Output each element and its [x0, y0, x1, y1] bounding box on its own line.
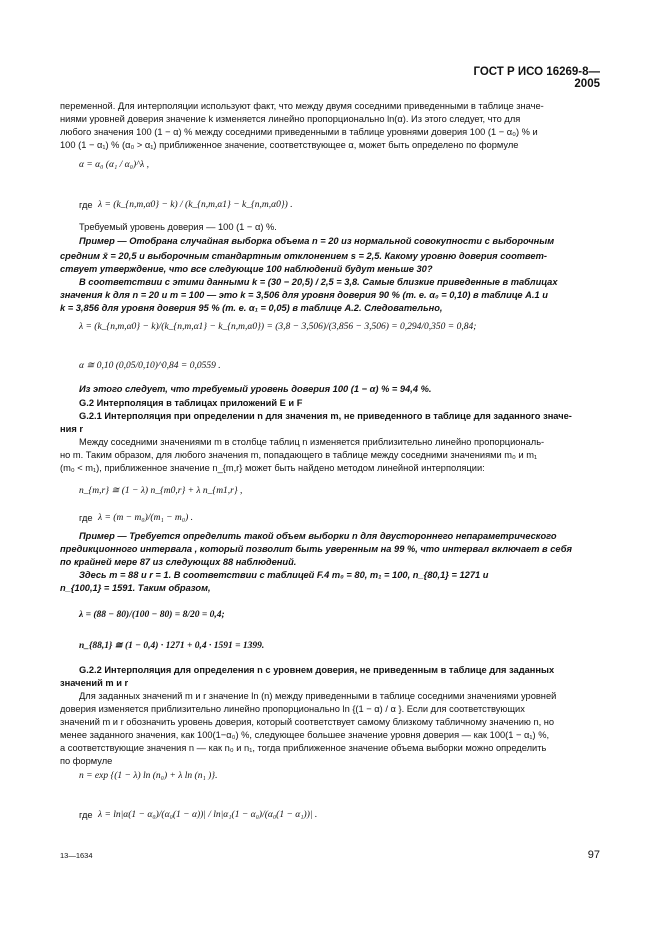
text-line: 100 (1 − α₁) % (α₀ > α₁) приближенное значение, соответствующее α, может быть определено по формуле	[60, 140, 519, 150]
print-code: 13—1634	[60, 851, 93, 860]
text-line: любого значения 100 (1 − α) % между соседними приведенными в таблице уровнями доверия 100 (1 − α₀) % и	[60, 127, 538, 137]
standard-header: ГОСТ Р ИСО 16269-8—2005	[473, 66, 600, 90]
text-line: (m₀ < m₁), приближенное значение n_{m,r} может быть найдено методом линейной интерполяции:	[60, 463, 485, 473]
text-line: Требуемый уровень доверия — 100 (1 − α) %.	[79, 222, 277, 232]
text-line: по формуле	[60, 756, 113, 766]
text-line: а соответствующие значения n — как n₀ и n₁, тогда приближенное значение объема выборки можно определить	[60, 743, 547, 753]
formula-lambda-calc: λ = (k_{n,m,α0} − k)/(k_{n,m,α1} − k_{n,m,α0}) = (3,8 − 3,506)/(3,856 − 3,506) = 0,294/0,350 = 0,84;	[79, 322, 477, 332]
example-line: Из этого следует, что требуемый уровень доверия 100 (1 − α) % = 94,4 %.	[79, 384, 432, 394]
example-line: k = 3,856 для уровня доверия 95 % (т. е. α₁ = 0,05) в таблице A.2. Следовательно,	[60, 303, 443, 313]
subsection-heading: ния r	[60, 424, 83, 434]
text-line: переменной. Для интерполяции используют факт, что между двумя соседними приведенными в таблице значе-	[60, 101, 544, 111]
text-line: но m. Таким образом, для любого значения m, попадающего в таблице между соседними значениями m₀ и m₁	[60, 450, 538, 460]
where-label: где	[79, 200, 93, 210]
formula-alpha-calc: α ≅ 0,10 (0,05/0,10)^0,84 = 0,0559 .	[79, 361, 221, 371]
page-number: 97	[587, 849, 600, 861]
example-line: Здесь m = 88 и r = 1. В соответствии с таблицей F.4 m₀ = 80, m₁ = 100, n_{80,1} = 1271 и	[79, 570, 489, 580]
where-label: где	[79, 513, 93, 523]
formula-n-example: n_{88,1} ≅ (1 − 0,4) · 1271 + 0,4 · 1591 = 1399.	[79, 641, 265, 651]
formula-lambda-k: λ = (k_{n,m,α0} − k) / (k_{n,m,α1} − k_{n,m,α0}) .	[98, 200, 293, 210]
example-line: значения k для n = 20 и m = 100 — это k = 3,506 для уровня доверия 90 % (т. е. α₀ = 0,10) в таблице A.1 и	[60, 290, 548, 300]
formula-lambda-example: λ = (88 − 80)/(100 − 80) = 8/20 = 0,4;	[79, 610, 225, 620]
section-heading: G.2 Интерполяция в таблицах приложений E и F	[79, 398, 303, 408]
subsection-heading: G.2.1 Интерполяция при определении n для значения m, не приведенного в таблице для заданного значе-	[79, 411, 572, 421]
where-label: где	[79, 810, 93, 820]
example-line: Пример — Требуется определить такой объем выборки n для двустороннего непараметрического	[79, 531, 557, 541]
formula-n-exp: n = exp {(1 − λ) ln (n₀) + λ ln (n₁ )}.	[79, 771, 218, 781]
text-line: доверия изменяется приблизительно линейно пропорционально ln {(1 − α) / α }. Если для соответствующих	[60, 704, 525, 714]
formula-alpha: α = α₀ (α₁ / α₀)^λ ,	[79, 160, 149, 170]
text-line: Между соседними значениями m в столбце таблиц n изменяется приблизительно линейно пропорциональ-	[79, 437, 545, 447]
example-line: средним x̄ = 20,5 и выборочным стандартным отклонением s = 2,5. Какому уровню доверия соответ-	[60, 251, 547, 261]
text-line: Для заданных значений m и r значение ln (n) между приведенными в таблице соседними значениями уровней	[79, 691, 557, 701]
example-line: Пример — Отобрана случайная выборка объема n = 20 из нормальной совокупности с выборочным	[79, 236, 555, 246]
example-line: n_{100,1} = 1591. Таким образом,	[60, 583, 211, 593]
example-line: по крайней мере 87 из следующих 88 наблюдений.	[60, 557, 297, 567]
text-line: значений m и r обозначить уровень доверия, который соответствует самому близкому табличному значению n, но	[60, 717, 555, 727]
text-line: ниями уровней доверия значение k изменяется линейно пропорционально ln(α). Из этого следует, что для	[60, 114, 521, 124]
formula-lambda-ln: λ = ln|α(1 − α₀)/(α₀(1 − α))| / ln|α₁(1 − α₀)/(α₀(1 − α₁))| .	[98, 810, 318, 820]
text-line: менее заданного значения, как 100(1−α₀) %, следующее большее значение уровня доверия — как 100(1 − α₁) %,	[60, 730, 550, 740]
subsection-heading: G.2.2 Интерполяция для определения n с уровнем доверия, не приведенным в таблице для заданных	[79, 665, 555, 675]
formula-n-interp: n_{m,r} ≅ (1 − λ) n_{m0,r} + λ n_{m1,r} ,	[79, 486, 243, 496]
subsection-heading: значений m и r	[60, 678, 129, 688]
example-line: ствует утверждение, что все следующие 100 наблюдений будут меньше 30?	[60, 264, 433, 274]
example-line: В соответствии с этими данными k = (30 − 20,5) / 2,5 = 3,8. Самые близкие приведенные в таблицах	[79, 277, 558, 287]
example-line: предикционного интервала , который позволит быть уверенным на 99 %, что интервал включает в себя	[60, 544, 572, 554]
formula-lambda-m: λ = (m − m₀)/(m₁ − m₀) .	[98, 513, 193, 523]
